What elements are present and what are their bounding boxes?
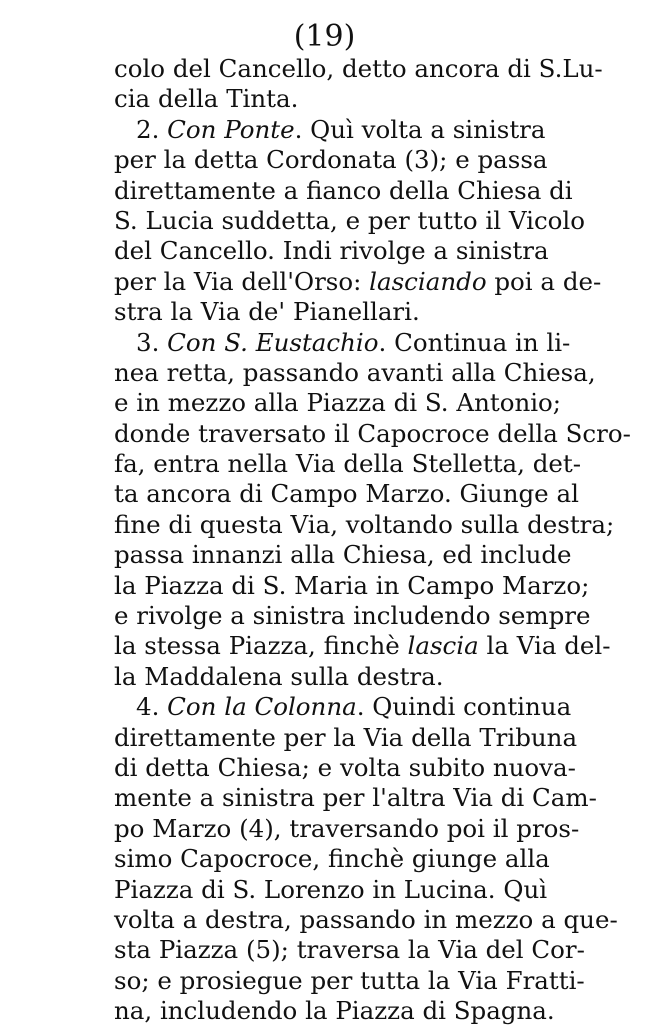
text-run: Piazza di S. Lorenzo in Lucina. Quì [114, 874, 548, 904]
text-line [114, 54, 603, 84]
text-run: 2. [136, 114, 168, 144]
text-line [114, 935, 585, 965]
text-line [114, 631, 611, 661]
text-run: la stessa Piazza, finchè [114, 631, 408, 661]
text-line [114, 813, 580, 844]
text-run: S. Lucia suddetta, e per tutto il Vicolo [114, 205, 586, 235]
text-line [114, 540, 572, 570]
text-line [114, 904, 618, 935]
text-line [114, 84, 514, 114]
text-run: poi a de- [486, 266, 602, 296]
text-line [114, 509, 615, 540]
body-text [114, 54, 631, 1027]
text-run: la Maddalena sulla destra. [114, 661, 444, 691]
text-run: mente a sinistra per l'altra Via di Cam- [114, 783, 597, 813]
text-line [114, 692, 572, 722]
text-run: fine di questa Via, voltando sulla destra; [114, 509, 615, 539]
text-run: na, includendo la Piazza di Spagna. [114, 996, 555, 1026]
text-run: di detta Chiesa; e volta subito nuova- [114, 752, 576, 782]
text-run: per la Via dell'Orso: [114, 266, 370, 296]
text-run: 4. [136, 692, 168, 722]
text-run: e rivolge a sinistra includendo sempre [114, 601, 591, 631]
text-run: la Via del- [478, 631, 611, 661]
text-run: la Piazza di S. Maria in Campo Marzo; [114, 570, 590, 600]
text-run: e in mezzo alla Piazza di S. Antonio; [114, 388, 562, 418]
text-run: direttamente per la Via della Tribuna [114, 722, 578, 752]
text-run: so; e prosiegue per tutta la Via Fratti- [114, 965, 585, 995]
text-line [114, 965, 585, 996]
text-run: 3. [136, 327, 168, 357]
text-run: donde traversato il Capocroce della Scro- [114, 418, 631, 448]
text-line [114, 175, 573, 206]
text-line [114, 570, 590, 601]
text-run: volta a destra, passando in mezzo a que- [114, 904, 618, 934]
text-line [114, 357, 596, 388]
text-run: passa innanzi alla Chiesa, ed include [114, 540, 572, 570]
text-line [114, 236, 549, 266]
text-line [114, 601, 591, 631]
text-line [114, 662, 514, 692]
text-line [114, 996, 555, 1026]
text-run: per la detta Cordonata (3); e passa [114, 145, 548, 175]
text-line [114, 297, 514, 327]
text-run: . Quindi continua [356, 692, 572, 722]
text-line [114, 874, 548, 905]
text-line [114, 479, 579, 509]
text-run: direttamente a fianco della Chiesa di [114, 175, 573, 205]
text-run: stra la Via de' Pianellari. [114, 297, 420, 327]
text-run: ta ancora di Campo Marzo. Giunge al [114, 479, 579, 509]
text-run: . Quì volta a sinistra [294, 114, 546, 144]
italic-heading-text: lascia [407, 631, 479, 661]
text-run: fa, entra nella Via della Stelletta, det- [114, 449, 582, 479]
text-line [114, 114, 546, 145]
text-run: nea retta, passando avanti alla Chiesa, [114, 357, 596, 387]
text-line [114, 844, 550, 874]
text-run: simo Capocroce, finchè giunge alla [114, 844, 550, 874]
text-line [114, 266, 602, 297]
text-run: sta Piazza (5); traversa la Via del Cor- [114, 935, 585, 965]
italic-heading-text: Con S. Eustachio [167, 327, 379, 357]
page-number: (19) [293, 19, 356, 54]
italic-heading-text: lasciando [369, 266, 487, 296]
italic-heading-text: Con Ponte [167, 114, 295, 144]
text-line [114, 783, 597, 813]
text-line [114, 449, 582, 479]
text-line [114, 722, 578, 753]
italic-heading-text: Con la Colonna [167, 692, 357, 722]
text-line [114, 418, 631, 449]
text-line [114, 388, 562, 418]
text-line [114, 205, 586, 236]
text-run: colo del Cancello, detto ancora di S.Lu- [114, 54, 603, 83]
text-run: del Cancello. Indi rivolge a sinistra [114, 236, 549, 266]
text-run: . Continua in li- [378, 327, 571, 357]
text-run: po Marzo (4), traversando poi il pros- [114, 813, 580, 843]
text-line [114, 752, 576, 783]
text-line [114, 327, 571, 358]
text-run: cia della Tinta. [114, 84, 299, 114]
text-line [114, 145, 548, 175]
